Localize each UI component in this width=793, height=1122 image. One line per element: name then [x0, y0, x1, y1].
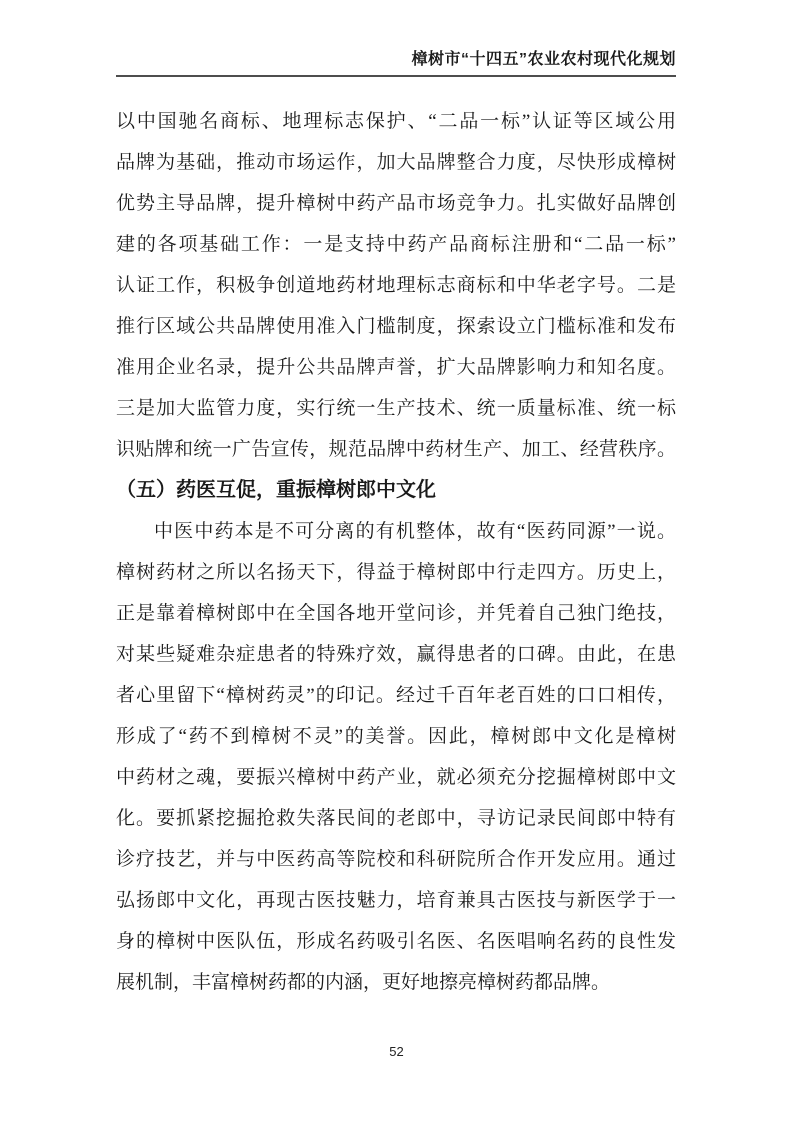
paragraph2-line: 形成了“药不到樟树不灵”的美誉。因此，樟树郎中文化是樟树: [116, 726, 676, 747]
paragraph2-line: 展机制，丰富樟树药都的内涵，更好地擦亮樟树药都品牌。: [116, 972, 611, 993]
paragraph2-line: 身的樟树中医队伍，形成名药吸引名医、名医唱响名药的良性发: [116, 931, 676, 952]
page-number: 52: [389, 1044, 404, 1059]
paragraph2-line: 诊疗技艺，并与中医药高等院校和科研院所合作开发应用。通过: [116, 849, 676, 870]
paragraph1-line: 优势主导品牌，提升樟树中药产品市场竞争力。扎实做好品牌创: [116, 193, 676, 214]
paragraph1-line: 建的各项基础工作：一是支持中药产品商标注册和“二品一标”: [116, 234, 676, 255]
paragraph1-line: 以中国驰名商标、地理标志保护、“二品一标”认证等区域公用: [116, 111, 676, 132]
document-title: 樟树市“十四五”农业农村现代化规划: [411, 51, 676, 68]
paragraph2-line: 中药材之魂，要振兴樟树中药产业，就必须充分挖掘樟树郎中文: [116, 767, 676, 788]
paragraph1-line: 三是加大监管力度，实行统一生产技术、统一质量标准、统一标: [116, 398, 676, 419]
page-footer: [0, 1043, 793, 1061]
paragraph1-line: 品牌为基础，推动市场运作，加大品牌整合力度，尽快形成樟树: [116, 152, 676, 173]
paragraph2-line: 弘扬郎中文化，再现古医技魅力，培育兼具古医技与新医学于一: [116, 890, 676, 911]
section-heading: （五）药医互促，重振樟树郎中文化: [116, 479, 436, 501]
paragraph1-line: 识贴牌和统一广告宣传，规范品牌中药材生产、加工、经营秩序。: [116, 439, 676, 460]
paragraph2-line: 中医中药本是不可分离的有机整体，故有“医药同源”一说。: [154, 521, 676, 542]
page-header: [116, 50, 676, 77]
paragraph2-line: 者心里留下“樟树药灵”的印记。经过千百年老百姓的口口相传，: [116, 685, 676, 706]
paragraph2-line: 对某些疑难杂症患者的特殊疗效，赢得患者的口碑。由此，在患: [116, 644, 676, 665]
paragraph2-line: 正是靠着樟树郎中在全国各地开堂问诊，并凭着自己独门绝技，: [116, 603, 676, 624]
paragraph2-line: 樟树药材之所以名扬天下，得益于樟树郎中行走四方。历史上，: [116, 562, 676, 583]
paragraph2-line: 化。要抓紧挖掘抢救失落民间的老郎中，寻访记录民间郎中特有: [116, 808, 676, 829]
paragraph1-line: 推行区域公共品牌使用准入门槛制度，探索设立门槛标准和发布: [116, 316, 676, 337]
document-body: [116, 101, 676, 1003]
paragraph1-line: 认证工作，积极争创道地药材地理标志商标和中华老字号。二是: [116, 275, 676, 296]
paragraph1-line: 准用企业名录，提升公共品牌声誉，扩大品牌影响力和知名度。: [116, 357, 676, 378]
